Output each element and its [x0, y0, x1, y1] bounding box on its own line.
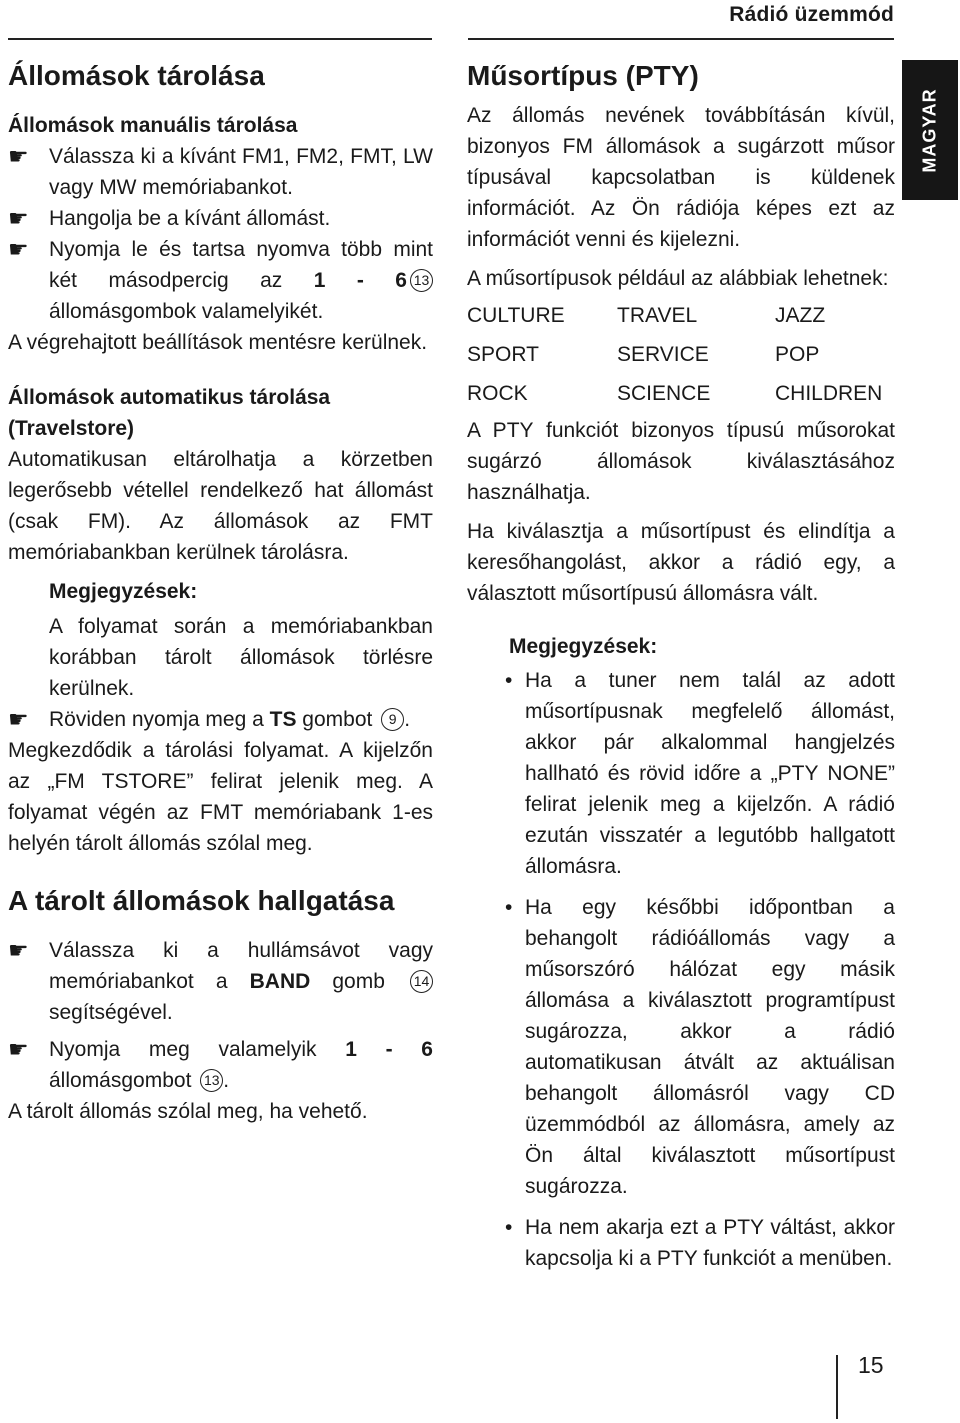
page-number-rule [836, 1355, 838, 1419]
heading-manual-store: Állomások manuális tárolása [8, 114, 298, 137]
pty-types-list [467, 296, 895, 413]
step-text: Válassza ki a kívánt FM1, FM2, FMT, LW vagy MW memóriabankot. [49, 145, 433, 199]
step-text: Hangolja be a kívánt állomást. [49, 207, 331, 230]
language-tab [902, 60, 958, 200]
heading-auto-store-sub: (Travelstore) [8, 417, 135, 440]
auto-result: Megkezdődik a tárolási folyamat. A kijelzőn az „FM TSTORE” felirat jelenik meg. A folyamat végén az FMT memóriabank 1-es helyén tárolt állomás szólal meg. [8, 739, 433, 855]
ts-key: TS [269, 708, 297, 731]
step-text: Nyomja meg valamelyik 1 - 6 állomásgombot 13 . [49, 1038, 433, 1092]
list-item: • Ha a tuner nem talál az adott műsortípusnak megfelelő állomást, akkor pár alkalommal hangjelzés hallható és rövid időre a „PTY NONE” felirat jelenik meg a kijelzőn. A rádió ezután visszatér a legutóbb hallgatott állomásra. [525, 665, 895, 882]
auto-store-text: Automatikusan eltárolhatja a körzetben legerősebb vétellel rendelkező hat állomást (csak FM). Az állomások az FMT memóriabankban kerülnek tárolásra. [8, 448, 433, 564]
band-key: BAND [249, 970, 311, 993]
step-select-bank [8, 141, 433, 203]
step-tune-station [8, 203, 433, 234]
pointing-hand-icon: ☛ [8, 236, 29, 262]
pointing-hand-icon: ☛ [8, 143, 29, 169]
note-title: Megjegyzések: [49, 580, 198, 603]
section-title-pty: Műsortípus (PTY) [467, 60, 699, 91]
manual-result: A végrehajtott beállítások mentésre kerülnek. [8, 331, 428, 354]
callout-number: 13 [200, 1069, 223, 1092]
callout-number: 9 [381, 708, 404, 731]
pty-types-intro: A műsortípusok például az alábbiak lehetnek: [467, 267, 889, 290]
pty-notes-list [467, 665, 895, 1274]
section-title-listen: A tárolt állomások hallgatása [8, 885, 395, 916]
header-rule-left [8, 38, 432, 40]
section-title-store: Állomások tárolása [8, 60, 265, 91]
pointing-hand-icon: ☛ [8, 1036, 29, 1062]
step-hold-preset [8, 234, 433, 327]
step-select-band [8, 935, 433, 1028]
pointing-hand-icon: ☛ [8, 706, 29, 732]
pty-type: SCIENCE [617, 382, 711, 405]
pty-type: POP [775, 343, 820, 366]
step-press-preset [8, 1034, 433, 1096]
pty-type: JAZZ [775, 304, 826, 327]
pointing-hand-icon: ☛ [8, 205, 29, 231]
pty-usage: A PTY funkciót bizonyos típusú műsorokat sugárzó állomások kiválasztásához használhatja. [467, 419, 895, 504]
step-text: Röviden nyomja meg a TS gombot 9 . [49, 708, 411, 731]
note-title: Megjegyzések: [509, 635, 658, 658]
left-column [8, 56, 433, 1127]
pty-type: SERVICE [617, 343, 709, 366]
step-text: Válassza ki a hullámsávot vagy memóriabankot a BAND gomb 14 segítségével. [49, 939, 433, 1024]
heading-auto-store: Állomások automatikus tárolása [8, 386, 331, 409]
callout-number: 14 [410, 970, 433, 993]
page-number: 15 [858, 1352, 884, 1378]
pty-type: ROCK [467, 382, 528, 405]
header-rule-right [468, 38, 894, 40]
right-column [467, 56, 895, 1284]
language-tab-label: MAGYAR [919, 87, 940, 173]
preset-keys: 1 - 6 [313, 269, 407, 292]
list-item: • Ha egy későbbi időpontban a behangolt rádióállomás vagy a műsorszóró hálózat egy másik állomása a kiválasztott programtípust sugározza, akkor a rádió automatikusan átvált az aktuálisan behangolt állomásról vagy CD üzemmódból az állomásra, amely az Ön által kiválasztott műsortípust sugározza. [525, 892, 895, 1202]
note-text: A folyamat során a memóriabankban korábban tárolt állomások törlésre kerülnek. [49, 615, 433, 700]
pointing-hand-icon: ☛ [8, 937, 29, 963]
pty-type: SPORT [467, 343, 539, 366]
step-press-ts [8, 704, 433, 735]
pty-type: CHILDREN [775, 382, 883, 405]
pty-type: CULTURE [467, 304, 565, 327]
pty-search: Ha kiválasztja a műsortípust és elindítja a keresőhangolást, akkor a rádió egy, a választott műsortípusú állomásra vált. [467, 520, 895, 605]
auto-note [8, 576, 433, 704]
list-item: • Ha nem akarja ezt a PTY váltást, akkor kapcsolja ki a PTY funkciót a menüben. [525, 1212, 895, 1274]
step-text: Nyomja le és tartsa nyomva több mint két másodpercig az 1 - 6 13 állomásgombok valamelyikét. [49, 238, 433, 323]
callout-number: 13 [410, 269, 433, 292]
preset-keys: 1 - 6 [345, 1038, 433, 1061]
listen-result: A tárolt állomás szólal meg, ha vehető. [8, 1100, 368, 1123]
header-title: Rádió üzemmód [729, 3, 894, 26]
pty-intro: Az állomás nevének továbbításán kívül, bizonyos FM állomások a sugárzott műsor típusával kapcsolatban is küldenek információt. Az Ön rádiója képes ezt az információt venni és kijelezni. [467, 104, 895, 251]
pty-type: TRAVEL [617, 304, 698, 327]
